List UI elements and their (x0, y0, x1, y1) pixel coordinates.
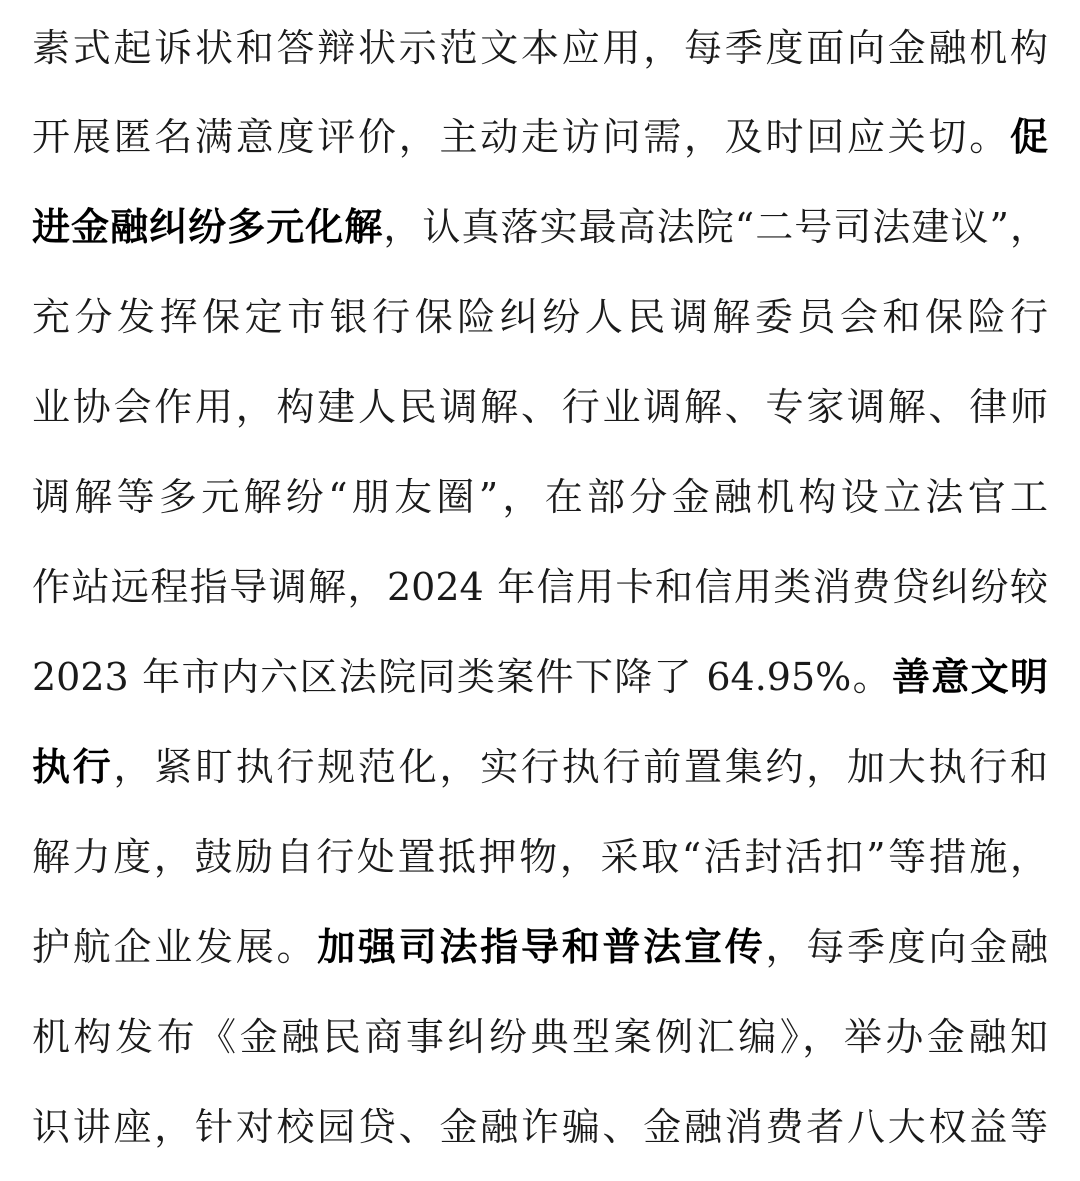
line-1-text: 素式起诉状和答辩状示范文本应用，每季度面向金融机构 (32, 26, 1048, 70)
line-12-text: 机构发布《金融民商事纠纷典型案例汇编》，举办金融知 (32, 1015, 1048, 1059)
bold-heading-text: 促 (1009, 115, 1048, 159)
line-13-text: 识讲座，针对校园贷、金融诈骗、金融消费者八大权益等 (32, 1105, 1048, 1149)
paragraph-line-5 (32, 377, 1048, 437)
bold-heading-text: 加强司法指导和普法宣传 (317, 925, 766, 969)
line-8-text: 2023 年市内六区法院同类案件下降了 64.95%。 (32, 655, 892, 699)
bold-heading-text: 善意文明 (891, 655, 1048, 699)
paragraph-line-7 (32, 557, 1048, 617)
line-4-text: 充分发挥保定市银行保险纠纷人民调解委员会和保险行 (32, 295, 1048, 339)
paragraph-line-12 (32, 1007, 1048, 1067)
line-2-text: 开展匿名满意度评价，主动走访问需，及时回应关切。 (32, 115, 1010, 159)
line-3-text: ，认真落实最高法院“二号司法建议”， (383, 205, 1048, 249)
paragraph-line-3 (32, 197, 1048, 257)
paragraph-line-11 (32, 917, 1048, 977)
line-6-text: 调解等多元解纷“朋友圈”，在部分金融机构设立法官工 (32, 475, 1048, 519)
paragraph-line-6 (32, 467, 1048, 527)
bold-heading-text: 执行 (32, 745, 114, 789)
line-11-text: 护航企业发展。 (32, 925, 318, 969)
line-11-text-tail: ，每季度向金融 (765, 925, 1048, 969)
paragraph-line-13 (32, 1097, 1048, 1157)
line-7-text: 作站远程指导调解，2024 年信用卡和信用类消费贷纠纷较 (32, 565, 1048, 609)
line-10-text: 解力度，鼓励自行处置抵押物，采取“活封活扣”等措施， (32, 835, 1048, 879)
paragraph-line-8 (32, 647, 1048, 707)
line-5-text: 业协会作用，构建人民调解、行业调解、专家调解、律师 (32, 385, 1048, 429)
bold-heading-text: 进金融纠纷多元化解 (32, 205, 384, 249)
line-9-text: ，紧盯执行规范化，实行执行前置集约，加大执行和 (113, 745, 1048, 789)
paragraph-line-2 (32, 107, 1048, 167)
paragraph-line-10 (32, 827, 1048, 887)
paragraph-line-9 (32, 737, 1048, 797)
paragraph-line-1 (32, 18, 1048, 78)
paragraph-line-4 (32, 287, 1048, 347)
